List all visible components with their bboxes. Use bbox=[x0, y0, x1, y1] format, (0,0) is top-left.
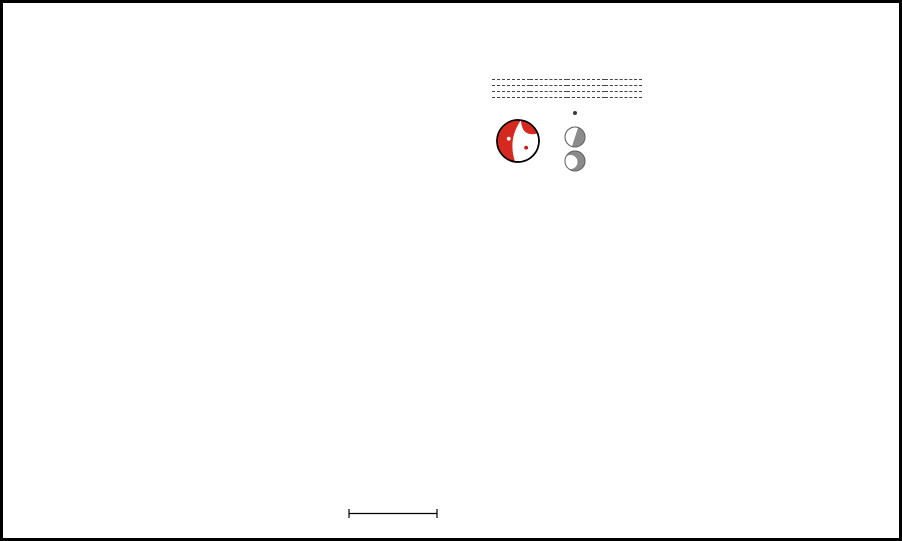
location-row bbox=[492, 19, 650, 31]
time-scalebar bbox=[347, 509, 439, 521]
dc-component bbox=[562, 127, 588, 150]
dc-beachball-icon bbox=[562, 126, 588, 151]
iso-dot-icon bbox=[562, 108, 588, 121]
iso-component bbox=[562, 103, 588, 126]
amplitude-unit-legend bbox=[447, 504, 451, 517]
mechanism-components bbox=[562, 102, 588, 175]
clvd-beachball-icon bbox=[562, 150, 588, 175]
mechanism-row bbox=[492, 102, 650, 175]
mw-row bbox=[492, 53, 650, 74]
strike-dip-rake-table bbox=[492, 79, 642, 98]
depth-row bbox=[492, 36, 650, 48]
clvd-component bbox=[562, 151, 588, 174]
best-fit-solution-panel bbox=[492, 11, 650, 175]
beachball-icon bbox=[492, 103, 556, 175]
scalebar-line bbox=[348, 509, 438, 518]
